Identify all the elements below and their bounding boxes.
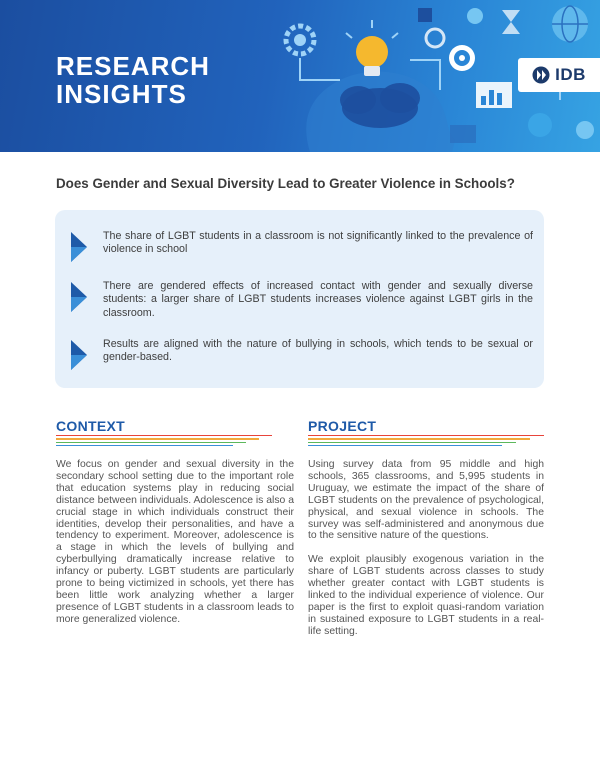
header-banner xyxy=(0,0,600,152)
idb-logo-icon xyxy=(532,66,550,84)
banner-title xyxy=(56,52,210,108)
chevron-icon xyxy=(67,280,97,314)
context-paragraph: We focus on gender and sexual diversity in the secondary school setting due to the important role that education systems play in reducing social distance between individuals. Adolescence is also a crucial stage in which individuals construct their identities, develop their personalities, and have a tendency to experiment. Moreover, adolescence is a stage in which the levels of bullying and cyberbullying dramatically increase relative to infancy or puberty. LGBT students are particularly prone to being victimized in schools, yet there has been little work analyzing whether a larger presence of LGBT students in a classroom leads to more generalized violence. xyxy=(56,459,294,625)
chevron-icon xyxy=(67,338,97,372)
chevron-icon xyxy=(67,230,97,264)
context-title: CONTEXT xyxy=(56,418,125,434)
finding-text: There are gendered effects of increased contact with gender and sexually diverse students: a larger share of LGBT students increases violence against LGBT girls in the classroom. xyxy=(103,280,533,319)
project-rainbow-rules xyxy=(308,435,544,449)
idb-logo-text: IDB xyxy=(555,65,586,84)
context-body xyxy=(56,459,294,626)
lightbulb-icon xyxy=(346,20,398,76)
banner-title-line2: INSIGHTS xyxy=(56,79,187,109)
target-icon xyxy=(449,45,475,71)
chart-icon xyxy=(476,82,512,108)
idb-logo xyxy=(518,58,600,92)
project-paragraph-1: Using survey data from 95 middle and high schools, 365 classrooms, and 5,995 students in Uruguay, we estimate the impact of the share of LGBT students on the prevalence of psychological, physical, and sexual violence in schools. The survey was self-administered and anonymous due to the sensitive nature of the questions. xyxy=(308,459,544,542)
project-paragraph-2: We exploit plausibly exogenous variation in the share of LGBT students across classes to study whether greater contact with LGBT students is linked to the individual experience of violence. Our paper is the first to exploit quasi-random variation in sustained exposure to LGBT students in a real-life setting. xyxy=(308,554,544,637)
globe-icon xyxy=(552,6,588,42)
finding-text: Results are aligned with the nature of bullying in schools, which tends to be sexual or gender-based. xyxy=(103,338,533,364)
page-headline: Does Gender and Sexual Diversity Lead to Greater Violence in Schools? xyxy=(56,176,515,191)
gear-icon xyxy=(286,26,314,54)
finding-text: The share of LGBT students in a classroom is not significantly linked to the prevalence of violence in school xyxy=(103,230,533,256)
key-findings-panel xyxy=(55,210,544,388)
project-body xyxy=(308,459,544,638)
context-rainbow-rules xyxy=(56,435,272,449)
project-title: PROJECT xyxy=(308,418,377,434)
banner-title-line1: RESEARCH xyxy=(56,51,210,81)
